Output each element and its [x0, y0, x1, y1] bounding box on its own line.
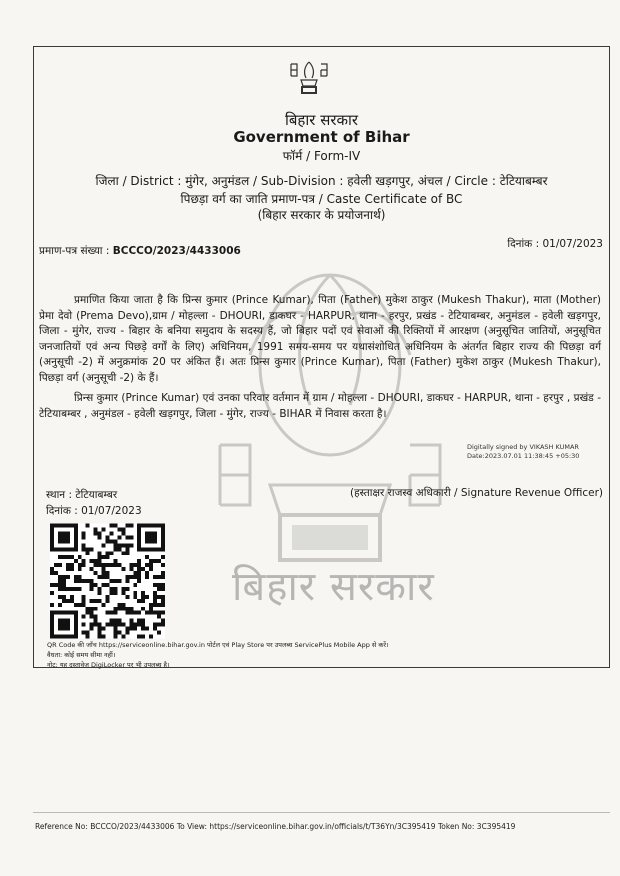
bihar-emblem-icon [287, 58, 331, 98]
certificate-number [39, 244, 241, 258]
certificate-number-label: प्रमाण-पत्र संख्या : [39, 245, 110, 257]
certificate-title: पिछड़ा वर्ग का जाति प्रमाण-पत्र / Caste Certificate of BC [180, 192, 463, 206]
certificate-date-value: 01/07/2023 [542, 238, 603, 250]
english-government-title: Government of Bihar [233, 128, 410, 146]
watermark-text: बिहार सरकार [232, 564, 435, 610]
certificate-date [507, 237, 603, 251]
qr-code[interactable] [50, 522, 165, 640]
reference-footer: Reference No: BCCCO/2023/4433006 To View: https://serviceonline.bihar.gov.in/officials/t/T36Yn/3C395419 Token No: 3C395419 [35, 822, 516, 831]
qr-note-line-3: नोट: यह दस्तावेज DigiLocker पर भी उपलब्ध है। [47, 661, 170, 669]
certificate-number-value: BCCCO/2023/4433006 [112, 245, 241, 257]
qr-verification-note [47, 640, 607, 670]
footer-divider [33, 812, 610, 813]
district-line: जिला / District : मुंगेर, अनुमंडल / Sub-Division : हवेली खड़गपुर, अंचल / Circle : टेटियाबम्बर [95, 174, 548, 188]
certificate-date-label: दिनांक : [507, 238, 540, 250]
hindi-government-title: बिहार सरकार [284, 111, 359, 129]
revenue-officer-signature: (हस्ताक्षर राजस्व अधिकारी / Signature Revenue Officer) [349, 487, 603, 499]
qr-note-line-2: वैधता: कोई समय सीमा नहीं। [47, 651, 116, 659]
digital-signature-date: Date:2023.07.01 11:38:45 +05:30 [467, 452, 580, 460]
certificate-purpose: (बिहार सरकार के प्रयोजनार्थ) [257, 208, 386, 222]
qr-note-line-1: QR Code की जाँच https://serviceonline.bihar.gov.in पोर्टल एवं Play Store पर उपलब्ध ServicePlus Mobile App से करें। [47, 641, 389, 649]
digital-signature [467, 443, 579, 461]
digital-signature-signer: Digitally signed by VIKASH KUMAR [467, 443, 579, 451]
certificate-body-paragraph-2: प्रिन्स कुमार (Prince Kumar) एवं उनका परिवार वर्तमान में ग्राम / मोहल्ला - DHOURI, डाकघर - HARPUR, थाना - हरपुर , प्रखंड - टेटियाबम्बर , अनुमंडल - हवेली खड़गपुर, जिला - मुंगेर, राज्य - BIHAR में निवास करता है। [39, 392, 601, 420]
form-label: फॉर्म / Form-IV [282, 149, 361, 163]
issue-place: स्थान : टेटियाबम्बर [46, 489, 118, 501]
issue-date: दिनांक : 01/07/2023 [46, 505, 142, 517]
certificate-body-paragraph-1: प्रमाणित किया जाता है कि प्रिन्स कुमार (Prince Kumar), पिता (Father) मुकेश ठाकुर (Mukesh Thakur), माता (Mother) प्रेमा देवो (Prema Devo),ग्राम / मोहल्ला - DHOURI, डाकघर - HARPUR, थाना - हरपुर, प्रखंड - टेटियाबम्बर, अनुमंडल - हवेली खड़गपुर, जिला - मुंगेर, राज्य - बिहार के बनिया समुदाय के सदस्य हैं, जो बिहार पदों एवं सेवाओं की रिक्तियों में आरक्षण (अनुसूचित जातियों, अनुसूचित जनजातियों एवं अन्य पिछड़े वर्गों के लिए) अधिनियम, 1991 समय-समय पर यथासंशोधित अधिनियम के अंतर्गत बिहार राज्य की पिछड़ा वर्ग (अनुसूची -2) में अनुक्रमांक 20 पर अंकित हैं। अतः प्रिन्स कुमार (Prince Kumar), पिता (Father) मुकेश ठाकुर (Mukesh Thakur), पिछड़ा वर्ग (अनुसूची -2) के हैं। [39, 294, 601, 384]
